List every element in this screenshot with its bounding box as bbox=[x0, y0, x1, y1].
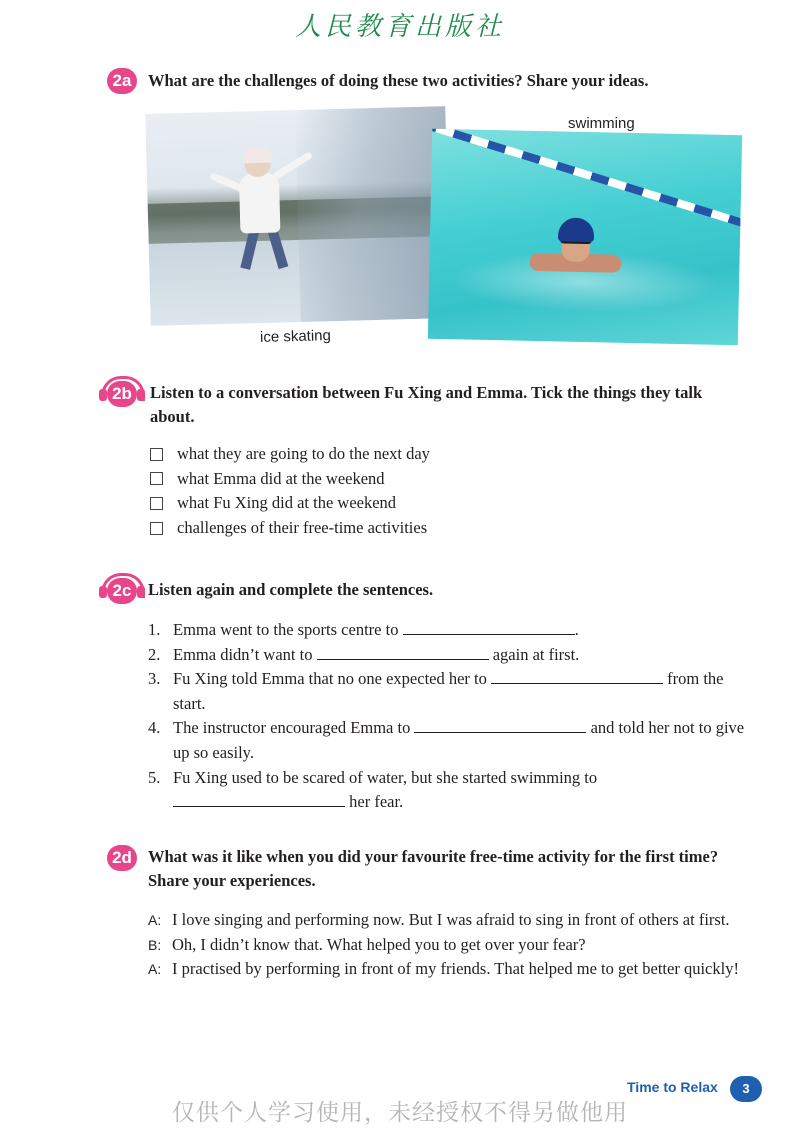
answer-blank[interactable] bbox=[491, 668, 663, 684]
dialog-line: A: I practised by performing in front of my friends. That helped me to get better quickly! bbox=[148, 957, 748, 982]
tick-item[interactable] bbox=[150, 467, 430, 492]
checkbox[interactable] bbox=[150, 522, 163, 535]
tick-item-label: what Fu Xing did at the weekend bbox=[177, 493, 397, 513]
tick-item-label: what Emma did at the weekend bbox=[177, 468, 385, 488]
tick-item[interactable] bbox=[150, 442, 430, 467]
page-number: 3 bbox=[730, 1076, 762, 1102]
checkbox[interactable] bbox=[150, 448, 163, 461]
instruction-2c: Listen again and complete the sentences. bbox=[148, 580, 434, 599]
ice-skating-photo bbox=[145, 106, 450, 326]
footer-unit-title: Time to Relax bbox=[627, 1079, 718, 1095]
speaker-label: A: bbox=[148, 912, 162, 928]
dialog-line: A: I love singing and performing now. But I was afraid to sing in front of others at first. bbox=[148, 908, 748, 933]
tick-list bbox=[150, 442, 430, 540]
caption-ice-skating: ice skating bbox=[259, 327, 332, 346]
sentence-item: 5. Fu Xing used to be scared of water, but she started swimming to her fear. bbox=[148, 767, 598, 812]
sentence-item: 4. The instructor encouraged Emma to and told her not to give up so easily. bbox=[148, 718, 745, 762]
sentence-list bbox=[148, 618, 748, 815]
section-badge-2a: 2a bbox=[107, 68, 137, 94]
answer-blank[interactable] bbox=[317, 644, 489, 660]
speaker-label: B: bbox=[148, 936, 162, 953]
answer-blank[interactable] bbox=[414, 717, 586, 733]
swimming-photo bbox=[428, 129, 742, 345]
section-badge-2c: 2c bbox=[107, 578, 137, 604]
instruction-2a: What are the challenges of doing these two activities? Share your ideas. bbox=[148, 71, 649, 90]
section-badge-2b: 2b bbox=[107, 381, 137, 407]
answer-blank[interactable] bbox=[173, 791, 345, 807]
dialog-list bbox=[148, 908, 748, 982]
instruction-2b: Listen to a conversation between Fu Xing and Emma. Tick the things they talk about. bbox=[150, 383, 703, 426]
tick-item[interactable] bbox=[150, 491, 430, 516]
tick-item-label: what they are going to do the next day bbox=[177, 444, 430, 464]
caption-swimming: swimming bbox=[568, 115, 635, 132]
checkbox[interactable] bbox=[150, 497, 163, 510]
tick-item-label: challenges of their free-time activities bbox=[177, 518, 428, 538]
speaker-label: A: bbox=[148, 961, 162, 978]
tick-item[interactable] bbox=[150, 516, 430, 541]
sentence-item: 1. Emma went to the sports centre to . bbox=[148, 620, 579, 639]
section-badge-2d: 2d bbox=[107, 845, 137, 871]
publisher-logo: 人民教育出版社 bbox=[294, 12, 505, 42]
watermark-text: 仅供个人学习使用，未经授权不得另做他用 bbox=[172, 1100, 628, 1126]
instruction-2d: What was it like when you did your favourite free-time activity for the first time? Share your experiences. bbox=[148, 847, 719, 890]
answer-blank[interactable] bbox=[403, 619, 575, 635]
dialog-line: B: Oh, I didn’t know that. What helped you to get over your fear? bbox=[148, 933, 748, 958]
checkbox[interactable] bbox=[150, 472, 163, 485]
sentence-item: 3. Fu Xing told Emma that no one expected her to from the start. bbox=[148, 669, 724, 713]
sentence-item: 2. Emma didn’t want to again at first. bbox=[148, 644, 580, 664]
